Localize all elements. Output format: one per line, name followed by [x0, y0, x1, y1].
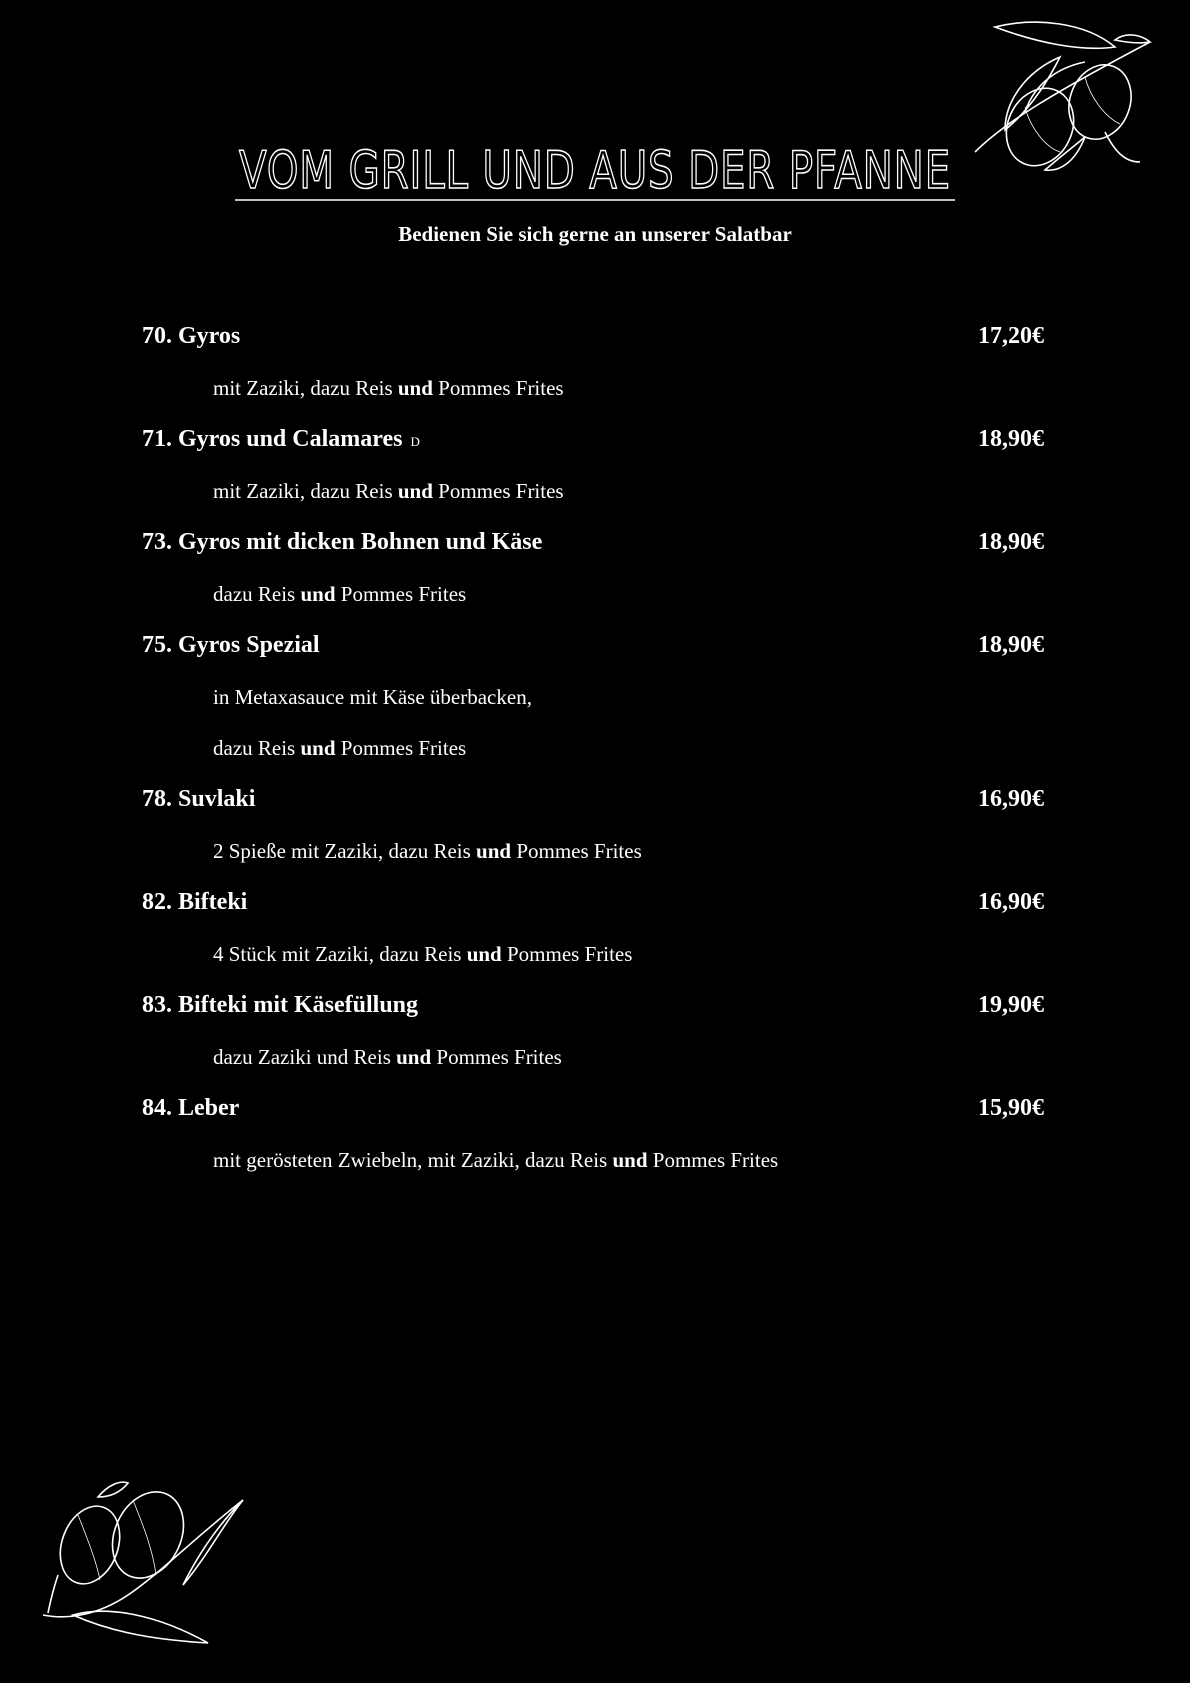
description-text: 4 Stück mit Zaziki, dazu Reis [213, 942, 467, 966]
description-emphasis: und [397, 376, 433, 400]
item-price: 17,20€ [978, 323, 1044, 349]
item-description [142, 473, 1044, 524]
menu-item [142, 884, 1044, 936]
menu-item [142, 1090, 1044, 1142]
description-text: in Metaxasauce mit Käse überbacken, [213, 685, 532, 709]
item-description [142, 833, 1044, 884]
item-name: 78. Suvlaki [142, 786, 256, 812]
menu-item [142, 781, 1044, 833]
item-price: 18,90€ [978, 632, 1044, 658]
item-name: 75. Gyros Spezial [142, 632, 320, 658]
item-additive-mark: D [410, 434, 420, 449]
description-emphasis: und [397, 479, 433, 503]
olive-branch-icon [38, 1475, 248, 1650]
page-subtitle: Bedienen Sie sich gerne an unserer Salatbar [398, 222, 792, 246]
description-text: Pommes Frites [432, 376, 564, 400]
description-text: Pommes Frites [511, 839, 642, 863]
item-name: 84. Leber [142, 1095, 240, 1121]
item-price: 16,90€ [978, 786, 1044, 812]
item-description [142, 730, 1044, 781]
item-price: 18,90€ [978, 529, 1044, 555]
menu-item [142, 524, 1044, 576]
description-emphasis: und [466, 942, 502, 966]
item-price: 18,90€ [978, 426, 1044, 452]
item-name: 82. Bifteki [142, 889, 248, 915]
menu-item [142, 318, 1044, 370]
description-emphasis: und [300, 736, 336, 760]
item-name: 73. Gyros mit dicken Bohnen und Käse [142, 529, 543, 555]
item-name: 70. Gyros [142, 323, 241, 349]
menu-list [142, 318, 1044, 1193]
item-name: 83. Bifteki mit Käsefüllung [142, 992, 419, 1018]
item-price: 19,90€ [978, 992, 1044, 1018]
description-text: dazu Zaziki und Reis [213, 1045, 397, 1069]
menu-item [142, 421, 1044, 473]
item-description [142, 679, 1044, 730]
item-description [142, 576, 1044, 627]
item-description [142, 1142, 1044, 1193]
menu-item [142, 627, 1044, 679]
item-description [142, 1039, 1044, 1090]
description-text: Pommes Frites [647, 1148, 779, 1172]
description-text: Pommes Frites [501, 942, 633, 966]
item-description [142, 370, 1044, 421]
description-text: dazu Reis [213, 736, 301, 760]
description-text: mit Zaziki, dazu Reis [213, 479, 398, 503]
description-emphasis: und [476, 839, 512, 863]
item-name: 71. Gyros und Calamares [142, 426, 403, 452]
item-price: 16,90€ [978, 889, 1044, 915]
olive-branch-icon [965, 12, 1165, 182]
description-text: 2 Spieße mit Zaziki, dazu Reis [213, 839, 477, 863]
item-description [142, 936, 1044, 987]
description-text: Pommes Frites [431, 1045, 562, 1069]
description-text: dazu Reis [213, 582, 301, 606]
description-text: mit Zaziki, dazu Reis [213, 376, 398, 400]
svg-text:VOM GRILL UND AUS DER PFANNE: VOM GRILL UND AUS DER PFANNE [239, 141, 951, 201]
description-emphasis: und [300, 582, 336, 606]
menu-item [142, 987, 1044, 1039]
description-text: mit gerösteten Zwiebeln, mit Zaziki, dazu Reis [213, 1148, 613, 1172]
description-text: Pommes Frites [335, 582, 467, 606]
description-text: Pommes Frites [335, 736, 467, 760]
page-title [235, 140, 955, 202]
item-price: 15,90€ [978, 1095, 1044, 1121]
description-text: Pommes Frites [432, 479, 564, 503]
description-emphasis: und [396, 1045, 432, 1069]
description-emphasis: und [612, 1148, 648, 1172]
